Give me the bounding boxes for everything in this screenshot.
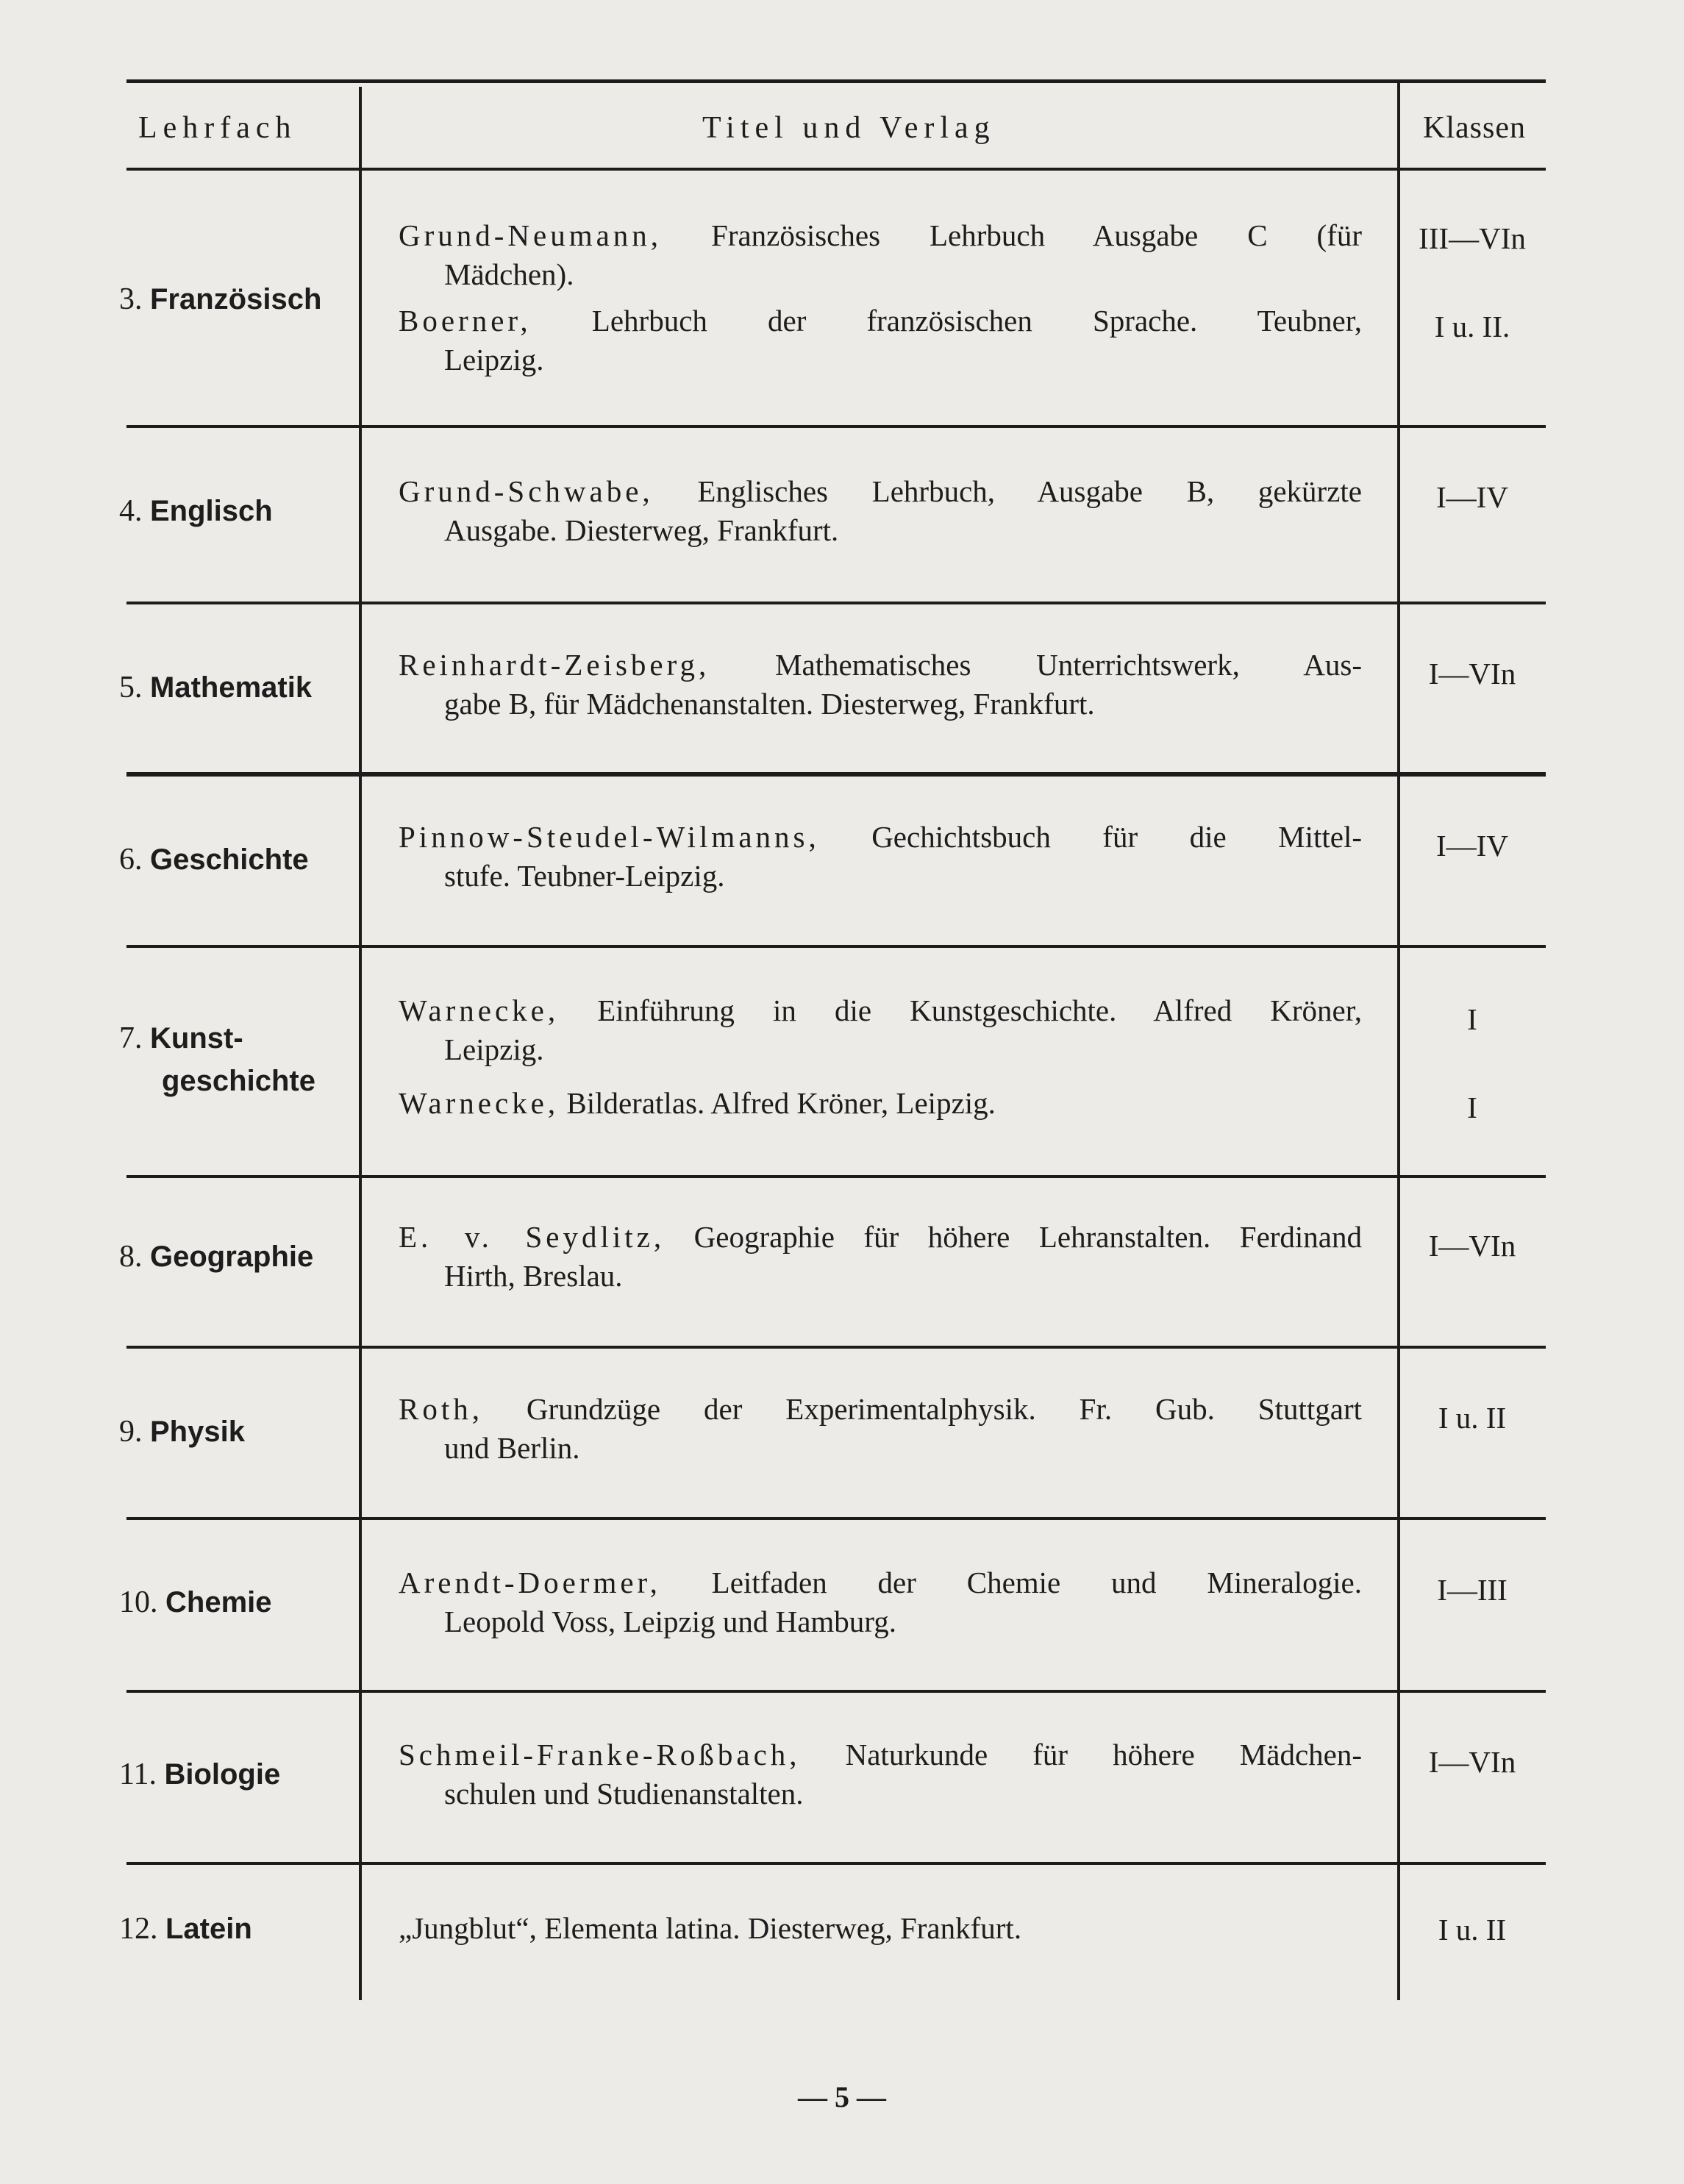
subject-englisch bbox=[119, 490, 362, 532]
book-title-cont: Hirth, Breslau. bbox=[444, 1259, 623, 1293]
book-classes: I u. II bbox=[1438, 1401, 1507, 1435]
book-title: Englisches Lehrbuch, Ausgabe B, gekürzte bbox=[697, 474, 1362, 508]
subject-number: 10. bbox=[119, 1585, 158, 1619]
subject-number: 12. bbox=[119, 1912, 158, 1946]
subject-number: 9. bbox=[119, 1415, 143, 1449]
subject-name: Latein bbox=[165, 1913, 252, 1945]
row-rule bbox=[126, 425, 1546, 428]
book-title-cont: schulen und Studienanstalten. bbox=[444, 1777, 804, 1810]
book-classes: I—IV bbox=[1436, 480, 1508, 514]
book-classes: I bbox=[1467, 1002, 1477, 1036]
book-title: Grundzüge der Experimentalphysik. Fr. Gub. Stuttgart bbox=[526, 1392, 1362, 1426]
column-divider-right bbox=[1397, 79, 1400, 2000]
book-author: Schmeil-Franke-Roßbach, bbox=[399, 1738, 801, 1771]
book-classes: III—VIn bbox=[1419, 221, 1526, 255]
book-author: Grund-Neumann, bbox=[399, 218, 663, 252]
subject-name: Chemie bbox=[165, 1586, 272, 1619]
header-title: Titel und Verlag bbox=[702, 111, 996, 145]
book-author: Boerner, bbox=[399, 304, 532, 338]
book-classes: I u. II bbox=[1438, 1913, 1507, 1946]
book-entry bbox=[399, 646, 1362, 724]
row-rule bbox=[126, 945, 1546, 948]
top-rule bbox=[126, 79, 1546, 83]
book-entry bbox=[399, 216, 1362, 294]
book-author: Roth, bbox=[399, 1392, 483, 1426]
book-classes: I—III bbox=[1437, 1573, 1508, 1607]
book-author: Warnecke, bbox=[399, 1086, 560, 1120]
subject-number: 3. bbox=[119, 282, 143, 316]
book-author: Warnecke, bbox=[399, 993, 560, 1027]
book-title-cont: stufe. Teubner-Leipzig. bbox=[444, 859, 725, 893]
header-subject: Lehrfach bbox=[138, 111, 297, 145]
book-author: Arendt-Doermer, bbox=[399, 1566, 661, 1599]
book-entry bbox=[399, 991, 1362, 1069]
book-title: Einführung in die Kunstgeschichte. Alfred Kröner, bbox=[597, 993, 1362, 1027]
page-number: — 5 — bbox=[798, 2080, 886, 2113]
header-rule bbox=[126, 168, 1546, 171]
subject-number: 8. bbox=[119, 1240, 143, 1274]
subject-number: 5. bbox=[119, 671, 143, 704]
book-entry bbox=[399, 1909, 1362, 1948]
subject-name: Mathematik bbox=[150, 671, 313, 704]
book-classes: I bbox=[1467, 1091, 1477, 1124]
book-entry bbox=[399, 301, 1362, 379]
book-title-cont: Leipzig. bbox=[444, 343, 544, 377]
subject-franzoesisch bbox=[119, 278, 362, 321]
book-title: Mathematisches Unterrichtswerk, Aus- bbox=[775, 648, 1362, 682]
book-title-cont: Mädchen). bbox=[444, 257, 574, 291]
book-entry bbox=[399, 472, 1362, 550]
subject-name: Englisch bbox=[150, 495, 273, 527]
row-rule bbox=[126, 602, 1546, 604]
book-classes: I—VIn bbox=[1428, 657, 1516, 690]
subject-latein bbox=[119, 1908, 362, 1950]
book-author: Reinhardt-Zeisberg, bbox=[399, 648, 710, 682]
subject-geographie bbox=[119, 1235, 362, 1278]
subject-physik bbox=[119, 1410, 362, 1453]
book-entry bbox=[399, 1084, 1362, 1123]
subject-name: Geographie bbox=[150, 1241, 314, 1273]
subject-name: Physik bbox=[150, 1416, 245, 1448]
book-title-cont: und Berlin. bbox=[444, 1431, 580, 1465]
book-entry bbox=[399, 1735, 1362, 1813]
subject-number: 6. bbox=[119, 843, 143, 877]
book-title-cont: Ausgabe. Diesterweg, Frankfurt. bbox=[444, 513, 839, 547]
book-title: Leitfaden der Chemie und Mineralogie. bbox=[711, 1566, 1363, 1599]
subject-kunstgeschichte bbox=[119, 1017, 362, 1102]
book-author: E. v. Seydlitz, bbox=[399, 1220, 666, 1254]
book-classes: I—IV bbox=[1436, 829, 1508, 863]
book-title-cont: gabe B, für Mädchenanstalten. Diesterweg, Frankfurt. bbox=[444, 687, 1095, 721]
book-entry bbox=[399, 1390, 1362, 1468]
subject-biologie bbox=[119, 1753, 362, 1796]
subject-chemie bbox=[119, 1581, 362, 1624]
row-rule bbox=[126, 1862, 1546, 1865]
book-title: Geographie für höhere Lehranstalten. Ferdinand bbox=[693, 1220, 1363, 1254]
subject-mathematik bbox=[119, 666, 362, 709]
book-title: Gechichtsbuch für die Mittel- bbox=[871, 820, 1363, 854]
book-title: Französisches Lehrbuch Ausgabe C (für bbox=[711, 218, 1362, 252]
book-author: Pinnow-Steudel-Wilmanns, bbox=[399, 820, 820, 854]
subject-number: 7. bbox=[119, 1021, 143, 1055]
subject-name: Kunst- bbox=[150, 1022, 243, 1054]
subject-name: Biologie bbox=[164, 1758, 281, 1791]
subject-number: 4. bbox=[119, 494, 143, 528]
book-author: Grund-Schwabe, bbox=[399, 474, 654, 508]
book-classes: I—VIn bbox=[1428, 1745, 1516, 1779]
book-title-cont: Leipzig. bbox=[444, 1032, 544, 1066]
subject-geschichte bbox=[119, 838, 362, 881]
header-classes: Klassen bbox=[1423, 111, 1526, 145]
row-rule bbox=[126, 1517, 1546, 1520]
book-title: Bilderatlas. Alfred Kröner, Leipzig. bbox=[566, 1086, 996, 1120]
row-rule bbox=[126, 1175, 1546, 1178]
book-classes: I u. II. bbox=[1434, 310, 1510, 343]
subject-name-cont: geschichte bbox=[162, 1065, 315, 1097]
book-title: „Jungblut“, Elementa latina. Diesterweg, Frankfurt. bbox=[399, 1911, 1022, 1945]
row-rule bbox=[126, 1690, 1546, 1693]
book-entry bbox=[399, 1218, 1362, 1296]
book-entry bbox=[399, 1563, 1362, 1641]
subject-number: 11. bbox=[119, 1757, 157, 1791]
book-title: Lehrbuch der französischen Sprache. Teubner, bbox=[591, 304, 1363, 338]
book-title: Naturkunde für höhere Mädchen- bbox=[845, 1738, 1363, 1771]
subject-name: Französisch bbox=[150, 283, 322, 315]
book-title-cont: Leopold Voss, Leipzig und Hamburg. bbox=[444, 1605, 896, 1638]
row-rule bbox=[126, 774, 1546, 777]
book-entry bbox=[399, 818, 1362, 896]
row-rule bbox=[126, 1346, 1546, 1349]
subject-name: Geschichte bbox=[150, 843, 309, 876]
book-classes: I—VIn bbox=[1428, 1229, 1516, 1263]
